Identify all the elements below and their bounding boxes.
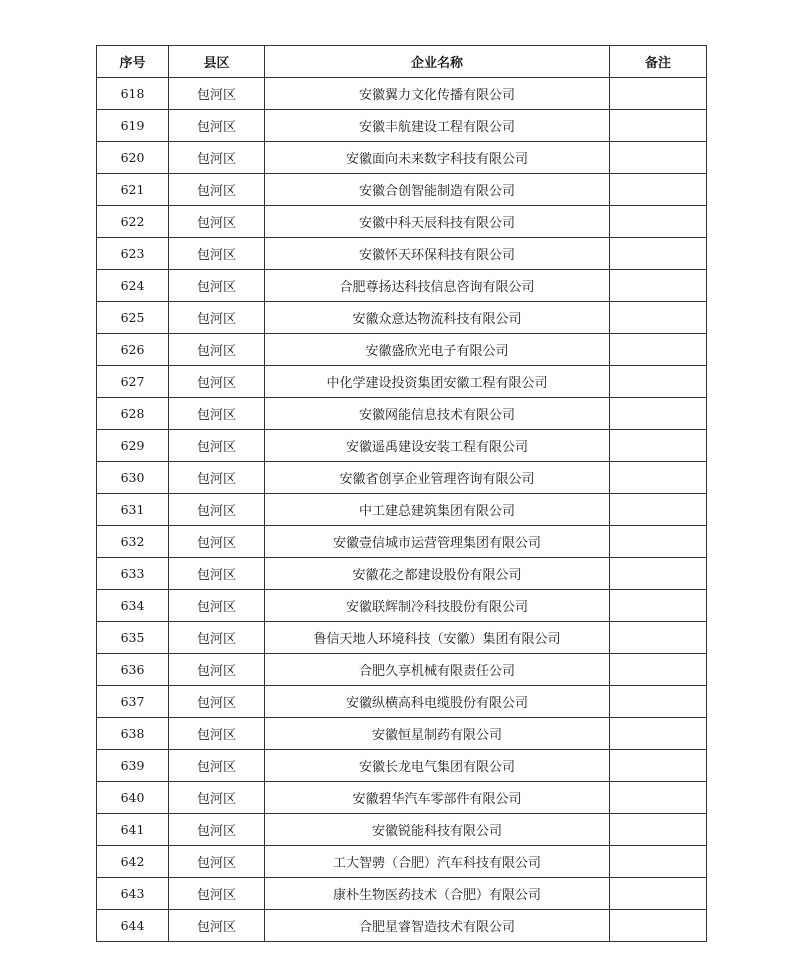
cell-company: 安徽网能信息技术有限公司 [265,398,610,430]
cell-remark [610,686,707,718]
table-row [97,814,707,846]
table-row [97,622,707,654]
cell-company: 安徽盛欣光电子有限公司 [265,334,610,366]
cell-index: 626 [97,334,169,366]
cell-remark [610,398,707,430]
table-row [97,334,707,366]
table-body [97,78,707,942]
cell-district: 包河区 [169,174,265,206]
table-header-row [97,46,707,78]
cell-district: 包河区 [169,846,265,878]
cell-company: 安徽合创智能制造有限公司 [265,174,610,206]
cell-remark [610,750,707,782]
cell-district: 包河区 [169,142,265,174]
cell-district: 包河区 [169,302,265,334]
cell-company: 中化学建设投资集团安徽工程有限公司 [265,366,610,398]
cell-district: 包河区 [169,430,265,462]
table-row [97,302,707,334]
cell-company: 安徽众意达物流科技有限公司 [265,302,610,334]
cell-district: 包河区 [169,334,265,366]
cell-remark [610,590,707,622]
cell-remark [610,142,707,174]
cell-district: 包河区 [169,654,265,686]
table-row [97,430,707,462]
cell-index: 627 [97,366,169,398]
cell-index: 643 [97,878,169,910]
cell-remark [610,110,707,142]
table-row [97,590,707,622]
cell-district: 包河区 [169,206,265,238]
table-row [97,270,707,302]
table-row [97,110,707,142]
table-row [97,462,707,494]
cell-remark [610,910,707,942]
cell-index: 629 [97,430,169,462]
cell-district: 包河区 [169,686,265,718]
cell-remark [610,238,707,270]
table-row [97,494,707,526]
cell-company: 安徽长龙电气集团有限公司 [265,750,610,782]
cell-company: 中工建总建筑集团有限公司 [265,494,610,526]
cell-company: 工大智骋（合肥）汽车科技有限公司 [265,846,610,878]
header-company: 企业名称 [265,46,610,78]
cell-remark [610,334,707,366]
cell-district: 包河区 [169,110,265,142]
cell-remark [610,526,707,558]
cell-district: 包河区 [169,78,265,110]
cell-district: 包河区 [169,494,265,526]
cell-district: 包河区 [169,910,265,942]
cell-company: 安徽省创享企业管理咨询有限公司 [265,462,610,494]
cell-remark [610,494,707,526]
cell-company: 安徽纵横高科电缆股份有限公司 [265,686,610,718]
table-row [97,398,707,430]
cell-company: 鲁信天地人环境科技（安徽）集团有限公司 [265,622,610,654]
cell-index: 642 [97,846,169,878]
cell-district: 包河区 [169,782,265,814]
cell-index: 622 [97,206,169,238]
header-district: 县区 [169,46,265,78]
cell-remark [610,718,707,750]
cell-remark [610,878,707,910]
cell-company: 安徽恒星制药有限公司 [265,718,610,750]
cell-district: 包河区 [169,590,265,622]
cell-remark [610,206,707,238]
table-row [97,910,707,942]
cell-index: 644 [97,910,169,942]
table-row [97,878,707,910]
cell-company: 合肥星睿智造技术有限公司 [265,910,610,942]
cell-district: 包河区 [169,878,265,910]
cell-company: 合肥久享机械有限责任公司 [265,654,610,686]
cell-index: 621 [97,174,169,206]
cell-index: 631 [97,494,169,526]
header-remark: 备注 [610,46,707,78]
cell-index: 628 [97,398,169,430]
cell-company: 安徽面向未来数字科技有限公司 [265,142,610,174]
cell-remark [610,654,707,686]
cell-district: 包河区 [169,814,265,846]
cell-district: 包河区 [169,526,265,558]
company-list-table [96,45,707,942]
cell-remark [610,462,707,494]
table-row [97,558,707,590]
cell-remark [610,366,707,398]
cell-remark [610,430,707,462]
table-row [97,718,707,750]
cell-district: 包河区 [169,622,265,654]
table-row [97,846,707,878]
cell-district: 包河区 [169,718,265,750]
table-row [97,654,707,686]
cell-company: 安徽花之都建设股份有限公司 [265,558,610,590]
cell-index: 620 [97,142,169,174]
cell-district: 包河区 [169,462,265,494]
cell-index: 639 [97,750,169,782]
table-row [97,78,707,110]
cell-remark [610,814,707,846]
cell-remark [610,846,707,878]
cell-company: 安徽怀天环保科技有限公司 [265,238,610,270]
cell-district: 包河区 [169,366,265,398]
cell-remark [610,782,707,814]
cell-remark [610,174,707,206]
header-index: 序号 [97,46,169,78]
cell-company: 康朴生物医药技术（合肥）有限公司 [265,878,610,910]
table-row [97,526,707,558]
cell-index: 633 [97,558,169,590]
cell-company: 安徽碧华汽车零部件有限公司 [265,782,610,814]
cell-index: 637 [97,686,169,718]
cell-remark [610,558,707,590]
cell-index: 625 [97,302,169,334]
cell-remark [610,302,707,334]
cell-district: 包河区 [169,238,265,270]
cell-company: 安徽锐能科技有限公司 [265,814,610,846]
cell-district: 包河区 [169,398,265,430]
cell-company: 安徽联辉制冷科技股份有限公司 [265,590,610,622]
cell-index: 624 [97,270,169,302]
cell-index: 641 [97,814,169,846]
cell-index: 630 [97,462,169,494]
cell-company: 合肥尊扬达科技信息咨询有限公司 [265,270,610,302]
cell-remark [610,78,707,110]
cell-index: 634 [97,590,169,622]
table-row [97,782,707,814]
table-row [97,174,707,206]
table-row [97,142,707,174]
cell-district: 包河区 [169,558,265,590]
cell-index: 636 [97,654,169,686]
cell-remark [610,270,707,302]
cell-index: 619 [97,110,169,142]
table-row [97,206,707,238]
cell-remark [610,622,707,654]
cell-company: 安徽遥禹建设安装工程有限公司 [265,430,610,462]
cell-company: 安徽中科天辰科技有限公司 [265,206,610,238]
cell-index: 635 [97,622,169,654]
cell-company: 安徽丰航建设工程有限公司 [265,110,610,142]
cell-company: 安徽翼力文化传播有限公司 [265,78,610,110]
cell-index: 618 [97,78,169,110]
table-row [97,238,707,270]
cell-index: 632 [97,526,169,558]
cell-district: 包河区 [169,750,265,782]
cell-index: 623 [97,238,169,270]
table-row [97,366,707,398]
cell-index: 640 [97,782,169,814]
cell-district: 包河区 [169,270,265,302]
table-row [97,686,707,718]
table-row [97,750,707,782]
cell-company: 安徽壹信城市运营管理集团有限公司 [265,526,610,558]
cell-index: 638 [97,718,169,750]
